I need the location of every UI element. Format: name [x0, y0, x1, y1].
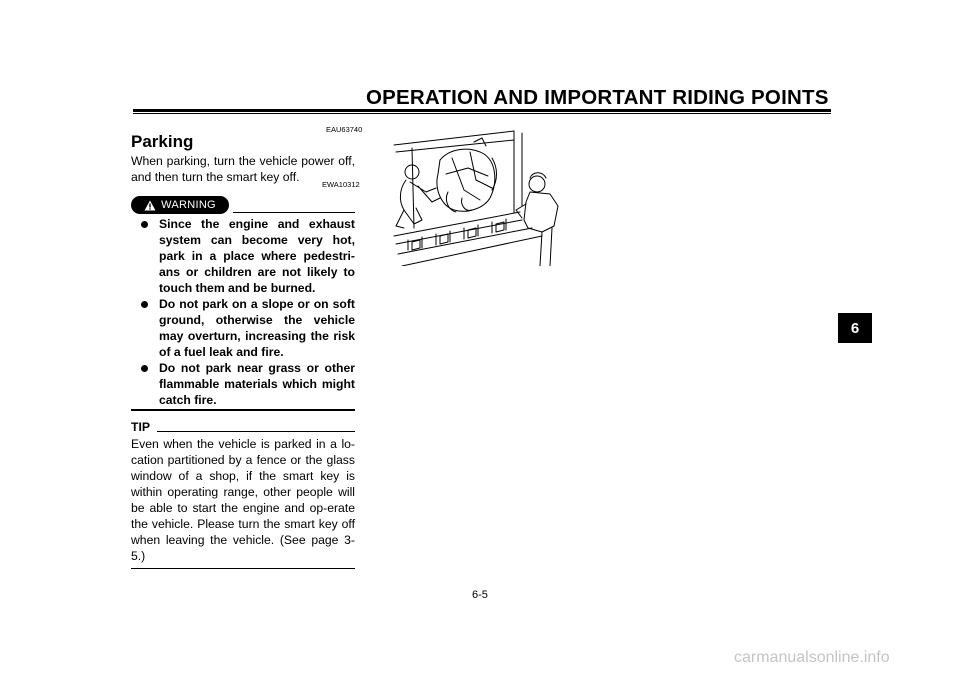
warning-item-text: Since the engine and exhaust system can become very hot, park in a place where pedestri-ans or children are not likely to touch them and be burned. — [159, 217, 355, 295]
warning-item-text: Do not park near grass or other flammable materials which might catch fire. — [159, 361, 355, 407]
warning-item — [131, 216, 355, 296]
tip-header-line — [157, 431, 355, 432]
warning-item — [131, 360, 355, 408]
warning-item-text: Do not park on a slope or on soft ground, otherwise the vehicle may overturn, increasing the risk of a fuel leak and fire. — [159, 297, 355, 359]
warning-label: WARNING — [161, 199, 216, 211]
tip-end-rule — [131, 568, 355, 569]
tip-label: TIP — [131, 420, 150, 434]
warning-code: EWA10312 — [322, 180, 360, 189]
warning-end-rule — [131, 409, 355, 411]
section-title: Parking — [131, 132, 194, 151]
header-rule — [133, 109, 831, 112]
section-code: EAU63740 — [326, 125, 363, 134]
page-number: 6-5 — [472, 589, 488, 601]
warning-header-line — [233, 212, 355, 213]
header-rule-thin — [133, 113, 831, 114]
bullet-icon — [141, 365, 148, 372]
page-header-title: OPERATION AND IMPORTANT RIDING POINTS — [366, 86, 829, 109]
warning-badge — [131, 196, 229, 214]
tip-paragraph: Even when the vehicle is parked in a lo-cation partitioned by a fence or the glass window of a shop, if the smart key is within operating range, other people will be able to start the engine and op-erate the vehicle. Please turn the smart key off when leaving the vehicle. (See page 3-5.) — [131, 437, 355, 563]
warning-item — [131, 296, 355, 360]
intro-paragraph: When parking, turn the vehicle power off, and then turn the smart key off. — [131, 154, 355, 184]
parking-illustration — [392, 128, 572, 266]
bullet-icon — [141, 301, 148, 308]
bullet-icon — [141, 221, 148, 228]
warning-triangle-icon — [144, 200, 156, 211]
warning-list — [131, 216, 355, 408]
watermark: carmanualsonline.info — [734, 649, 890, 666]
chapter-tab: 6 — [838, 313, 872, 343]
